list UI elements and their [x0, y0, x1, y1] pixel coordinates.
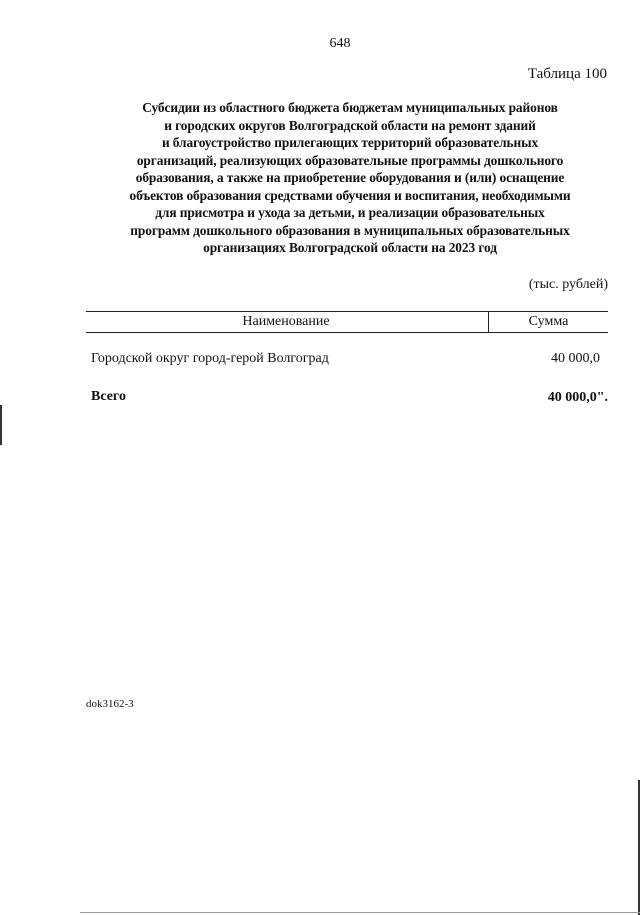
title-line: и благоустройство прилегающих территорий образовательных: [161, 135, 539, 150]
page-number: 648: [329, 36, 351, 51]
scan-edge-mark: [0, 405, 2, 445]
table-row-name: Городской округ город-герой Волгоград: [91, 351, 329, 366]
document-code: dok3162-3: [86, 698, 134, 710]
title-line: Субсидии из областного бюджета бюджетам муниципальных районов: [142, 100, 558, 115]
total-row-value: 40 000,0".: [547, 390, 608, 405]
title-line: объектов образования средствами обучения и воспитания, необходимыми: [129, 187, 571, 203]
scan-edge-line: [80, 912, 640, 913]
table-row-value: 40 000,0: [551, 351, 600, 366]
title-line: образования, а также на приобретение оборудования и (или) оснащение: [135, 170, 565, 185]
table-label: Таблица 100: [527, 66, 607, 82]
column-header-name: Наименование: [242, 314, 330, 329]
title-line: организациях Волгоградской области на 2023 год: [203, 240, 497, 255]
title-line: программ дошкольного образования в муниципальных образовательных: [130, 222, 570, 238]
title-line: и городских округов Волгоградской области на ремонт зданий: [164, 117, 536, 133]
table-header: [86, 311, 608, 333]
title-line: организаций, реализующих образовательные программы дошкольного: [136, 152, 564, 168]
title-line: для присмотра и ухода за детьми, и реализации образовательных: [155, 205, 545, 220]
units-label: (тыс. рублей): [528, 277, 608, 292]
table-title: [90, 99, 610, 257]
column-header-sum: Сумма: [528, 314, 569, 329]
total-row-name: Всего: [91, 389, 126, 404]
